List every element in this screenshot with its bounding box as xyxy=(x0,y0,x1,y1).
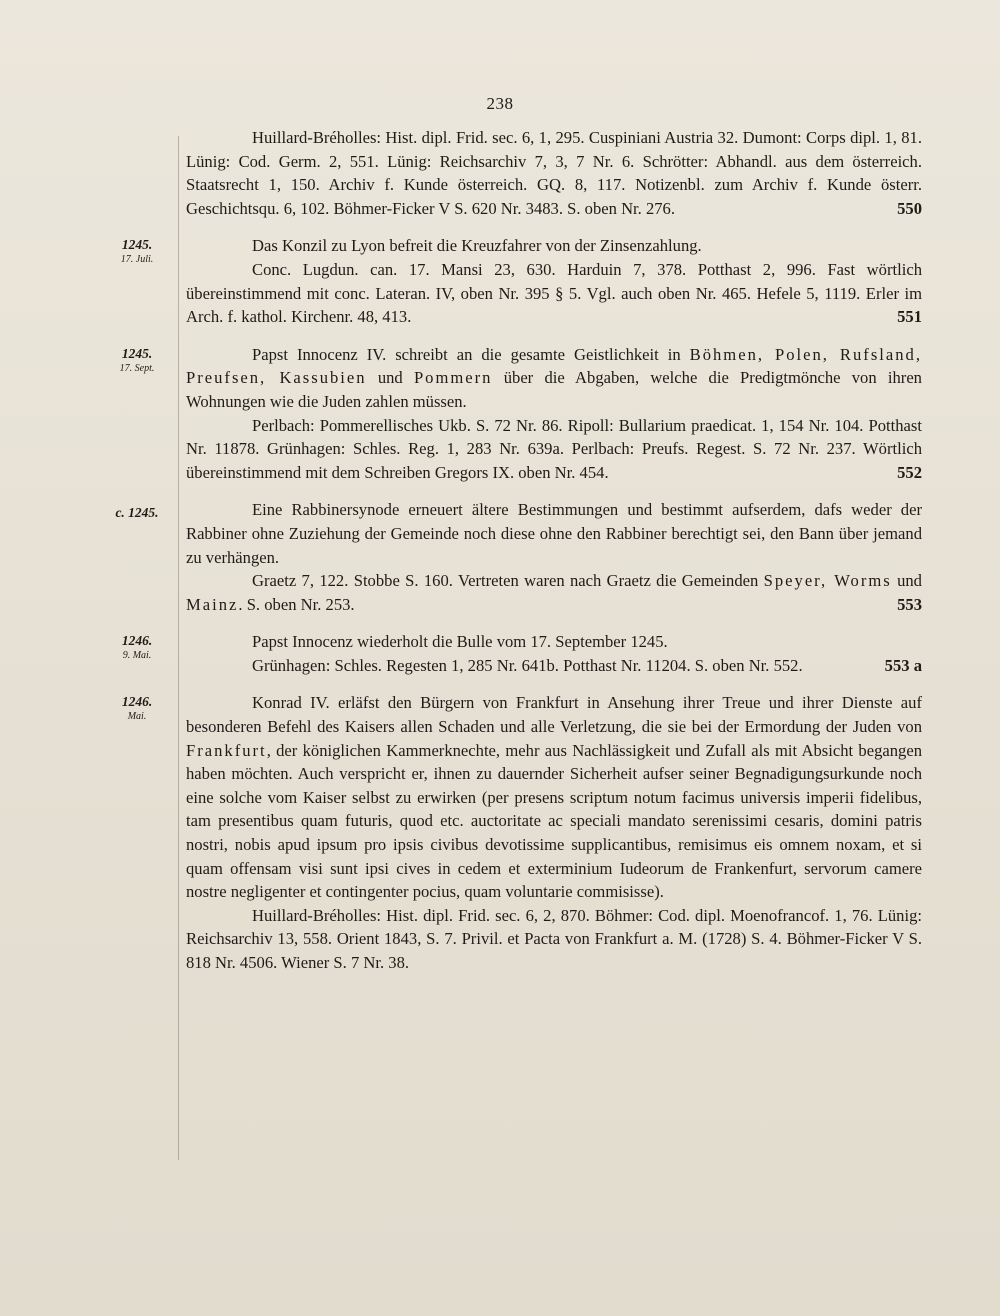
entry-sources: Huillard-Bréholles: Hist. dipl. Frid. sec. 6, 2, 870. Böhmer: Cod. dipl. Moenofrancof. 1, 76. Lünig: Reichsarchiv 13, 558. Orient 1843, S. 7. Privil. et Pacta von Frankfurt a. M. (1728) S. 4. Böhmer-Ficker V S. 818 Nr. 4506. Wiener S. 7 Nr. 38. xyxy=(186,905,922,972)
entry-553 xyxy=(115,498,922,616)
margin-date xyxy=(96,506,178,520)
date-day: 17. Sept. xyxy=(119,362,155,374)
text-run: über die Abgaben, welche die Predigtmönche von ihren Wohnungen wie die Juden zahlen müssen. xyxy=(186,368,922,411)
text-run: und xyxy=(366,368,414,388)
entry-551 xyxy=(120,234,922,328)
date-year: c. 1245. xyxy=(115,505,159,521)
entry-summary: Das Konzil zu Lyon befreit die Kreuzfahrer von der Zinsenzahlung. xyxy=(252,236,702,256)
spaced-text: Pommern xyxy=(413,368,493,388)
entry-summary xyxy=(186,691,922,903)
entry-text: Grünhagen: Schles. Regesten 1, 285 Nr. 641b. Potthast Nr. 11204. S. oben Nr. 552. xyxy=(252,655,803,675)
date-year: 1245. xyxy=(121,237,153,253)
margin-date xyxy=(96,238,178,267)
entry-sources xyxy=(186,569,922,616)
entry-paragraph xyxy=(186,126,922,220)
margin-rule xyxy=(178,136,179,1160)
spaced-text: Speyer, Worms xyxy=(763,571,892,591)
text-run: Graetz 7, 122. Stobbe S. 160. Vertreten waren nach Graetz die Gemeinden xyxy=(252,571,764,591)
entry-number: 551 xyxy=(897,307,922,327)
entry-text: Perlbach: Pommerellisches Ukb. S. 72 Nr. 86. Ripoll: Bullarium praedicat. 1, 154 Nr. 104. Potthast Nr. 11878. Grünhagen: Schles. Reg. 1, 283 Nr. 639a. Perlbach: Preufs. Regest. S. 72 Nr. 237. Wörtlich übereinstimmend mit dem Schreiben Gregors IX. oben Nr. 454. xyxy=(186,415,922,482)
text-run: , der königlichen Kammerknechte, mehr aus Nachlässigkeit und Zufall als mit Absicht begangen haben möchten. Auch verspricht er, ihnen zu dauernder Sicherheit aufser seiner Begnadigungsurkunde noch eine solche vom Kaiser selbst zu erwirken (per presens scriptum notum facimus universis imperii fidelibus, tam presentibus quam futuris, quod etc. auctoritate ac speciali mandato serenissimi cesaris, domini patris nostri, nobis apud ipsum pro ipsis civibus devotissime supplicantibus, remisimus eis omnem noxam, et si quam offensam visi sunt ipsi cives in cedem et exterminium Iudeorum de Frankenfurt, servorum camere nostre negligenter et contingenter pocius, quam voluntarie commisisse). xyxy=(186,740,922,902)
entry-number: 553 xyxy=(897,594,922,614)
margin-date xyxy=(96,695,178,724)
date-year: 1246. xyxy=(121,694,153,710)
page-number: 238 xyxy=(486,94,514,113)
text-run: und xyxy=(891,571,922,591)
regesta-column xyxy=(115,126,922,989)
text-run: Konrad IV. erläfst den Bürgern von Frankfurt in Ansehung ihrer Treue und ihrer Dienste auf besonderen Befehl des Kaisers allen Schaden und alle Verletzung, die sie bei der Ermordung der Juden von xyxy=(186,693,922,737)
date-year: 1245. xyxy=(121,345,153,361)
spaced-text: Mainz xyxy=(186,594,239,614)
entry-550 xyxy=(186,126,922,220)
entry-summary: Papst Innocenz wiederholt die Bulle vom 17. September 1245. xyxy=(252,632,668,652)
entry-summary xyxy=(186,343,922,414)
date-year: 1246. xyxy=(121,633,153,649)
entry-553a xyxy=(121,630,922,677)
entry-sources xyxy=(186,414,922,485)
spaced-text: Frankfurt xyxy=(186,740,267,760)
spaced-text: Böhmen, Polen, Rufsland, Preufsen, Kassubien xyxy=(186,344,922,388)
entry-552 xyxy=(119,343,922,485)
date-day: 9. Mai. xyxy=(122,650,152,662)
text-run: Papst Innocenz IV. schreibt an die gesamte Geistlichkeit in xyxy=(252,344,690,364)
entry-1246-mai xyxy=(121,691,922,974)
text-run: . S. oben Nr. 253. xyxy=(238,594,355,614)
date-day: 17. Juli. xyxy=(120,254,154,266)
margin-date xyxy=(96,347,178,376)
entry-text: Conc. Lugdun. can. 17. Mansi 23, 630. Harduin 7, 378. Potthast 2, 996. Fast wörtlich übereinstimmend mit conc. Lateran. IV, oben Nr. 395 § 5. Vgl. auch oben Nr. 465. Hefele 5, 1119. Erler im Arch. f. kathol. Kirchenr. 48, 413. xyxy=(186,259,922,327)
entry-sources xyxy=(186,654,922,678)
entry-number: 550 xyxy=(897,198,922,218)
entry-number: 553 a xyxy=(884,655,922,675)
entry-sources xyxy=(186,258,922,329)
margin-date xyxy=(96,634,178,663)
date-day: Mai. xyxy=(127,711,147,723)
entry-number: 552 xyxy=(897,462,922,482)
entry-text: Huillard-Bréholles: Hist. dipl. Frid. sec. 6, 1, 295. Cuspiniani Austria 32. Dumont: Corps dipl. 1, 81. Lünig: Cod. Germ. 2, 551. Lünig: Reichsarchiv 7, 3, 7 Nr. 6. Schrötter: Abhandl. aus dem österreich. Staatsrecht 1, 150. Archiv f. Kunde österreich. GQ. 8, 117. Notizenbl. zum Archiv f. Kunde österr. Geschichtsqu. 6, 102. Böhmer-Ficker V S. 620 Nr. 3483. S. oben Nr. 276. xyxy=(186,128,922,218)
entry-summary: Eine Rabbinersynode erneuert ältere Bestimmungen und bestimmt aufserdem, dafs weder der Rabbiner ohne Zuziehung der Gemeinde noch diese ohne den Rabbiner berechtigt sei, den Bann über jemand zu verhängen. xyxy=(186,500,922,567)
